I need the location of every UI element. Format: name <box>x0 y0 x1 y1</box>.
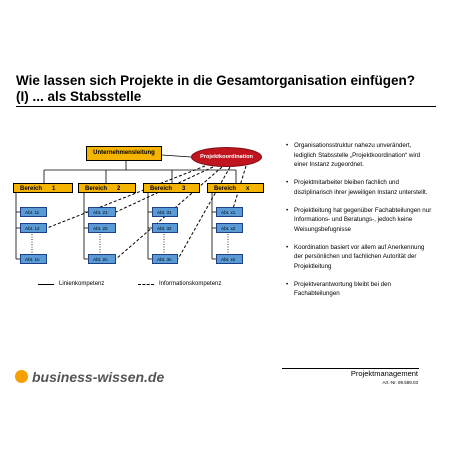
legend-solid-swatch <box>38 284 54 285</box>
abt-box: Abt. xn <box>216 254 243 264</box>
legend-dashed-swatch <box>138 284 154 285</box>
bereich-number: 2 <box>117 186 121 192</box>
abt-box: Abt. 12 <box>20 223 47 233</box>
slide-title-line2: (I) ... als Stabsstelle <box>16 89 142 104</box>
bullet-item: • Organisationsstruktur nahezu unverändert, lediglich Stabsstelle „Projektkoordination“ wird einer Instanz zugeordnet. <box>286 141 434 170</box>
slide-title-line1: Wie lassen sich Projekte in die Gesamtorganisation einfügen? <box>16 73 415 88</box>
bereich-number: 3 <box>182 186 186 192</box>
abt-box: Abt. 3n <box>152 254 178 264</box>
legend-solid-label: Linienkompetenz <box>59 281 105 287</box>
box-unternehmensleitung-label: Unternehmensleitung <box>93 150 155 156</box>
bereich-label: Bereich <box>85 186 108 192</box>
connector-staff <box>162 155 191 157</box>
bereich-number: 1 <box>52 186 56 192</box>
box-bereich-2 <box>78 183 136 193</box>
abt-box: Abt. 22 <box>88 223 116 233</box>
bullet-item: • Projektmitarbeiter bleiben fachlich und disziplinarisch ihrer jeweiligen Instanz unterstellt. <box>286 178 434 197</box>
bullet-item: • Projektleitung hat gegenüber Fachabteilungen nur Informations- und Beratungs-, jedoch keine Weisungsbefugnisse <box>286 206 434 235</box>
footer-title: Projektmanagement <box>350 369 418 378</box>
abt-box: Abt. x1 <box>216 207 243 217</box>
logo-dot-icon <box>15 370 28 383</box>
box-bereich-x <box>207 183 264 193</box>
legend-dashed <box>138 280 221 288</box>
info-line-abt12 <box>47 166 205 228</box>
abt-box: Abt. 1n <box>20 254 47 264</box>
legend-solid <box>38 280 104 288</box>
bereich-label: Bereich <box>150 186 173 192</box>
box-bereich-3 <box>143 183 200 193</box>
footer-info <box>351 369 418 386</box>
abt-box: Abt. 2n <box>88 254 116 264</box>
bereich-label: Bereich <box>214 186 237 192</box>
abt-box: Abt. x2 <box>216 223 243 233</box>
bereich-number: x <box>246 186 250 192</box>
box-unternehmensleitung <box>86 146 162 161</box>
bereich-label: Bereich <box>20 186 43 192</box>
abt-box: Abt. 21 <box>88 207 116 217</box>
abt-box: Abt. 31 <box>152 207 178 217</box>
legend-dashed-label: Informationskompetenz <box>159 281 222 287</box>
bullet-item: • Projektverantwortung bleibt bei den Fachabteilungen <box>286 280 434 299</box>
box-bereich-1 <box>13 183 73 193</box>
bullet-list <box>286 141 434 307</box>
ellipse-projektkoordination-label: Projektkoordination <box>200 154 253 160</box>
bullet-item: • Koordination basiert vor allem auf Anerkennung der persönlichen und fachlichen Autorität der Projektleitung <box>286 243 434 272</box>
ellipse-projektkoordination <box>191 147 262 167</box>
abt-box: Abt. 11 <box>20 207 47 217</box>
footer-article-number: Art.-Nr. 99.589.03 <box>382 380 418 385</box>
abt-box: Abt. 32 <box>152 223 178 233</box>
logo-text: business-wissen.de <box>32 369 165 385</box>
